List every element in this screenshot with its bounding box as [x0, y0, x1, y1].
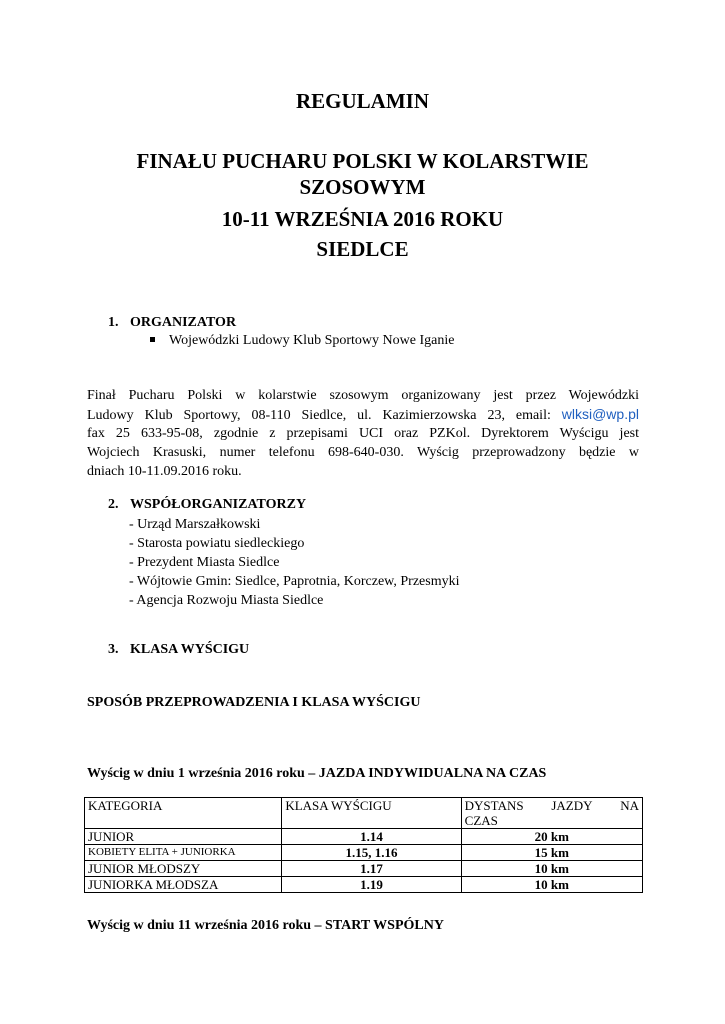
organizer-name: Wojewódzki Ludowy Klub Sportowy Nowe Iganie [169, 333, 455, 348]
header-class: KLASA WYŚCIGU [282, 798, 461, 829]
paragraph-line [87, 405, 639, 424]
list-item: - Agencja Rozwoju Miasta Siedlce [129, 593, 324, 608]
section-title: KLASA WYŚCIGU [130, 642, 250, 657]
table-row [85, 877, 643, 893]
cell-distance: 10 km [461, 861, 642, 877]
coorganizers-list [129, 515, 459, 610]
cell-category: KOBIETY ELITA + JUNIORKA [85, 845, 282, 861]
header-distance-word: CZAS [464, 813, 498, 828]
section-number: 3. [108, 642, 119, 657]
header-distance-word: DYSTANS [464, 798, 524, 813]
cell-category: JUNIORKA MŁODSZA [85, 877, 282, 893]
event-date: 10-11 WRZEŚNIA 2016 ROKU [221, 207, 504, 231]
cell-distance: 10 km [461, 877, 642, 893]
section-number: 1. [108, 315, 119, 330]
section-organizer-heading [108, 314, 236, 332]
cell-class: 1.17 [282, 861, 461, 877]
cell-class: 1.14 [282, 829, 461, 845]
section-race-class-heading [108, 641, 249, 659]
list-item: - Wójtowie Gmin: Siedlce, Paprotnia, Korczew, Przesmyki [129, 574, 460, 589]
section-title: WSPÓŁORGANIZATORZY [130, 497, 307, 512]
list-item: - Starosta powiatu siedleckiego [129, 536, 305, 551]
organizer-paragraph [87, 386, 639, 481]
cell-distance: 20 km [461, 829, 642, 845]
list-item: - Prezydent Miasta Siedlce [129, 555, 280, 570]
event-title-line2: SZOSOWYM [299, 175, 426, 199]
table-header-row [85, 798, 643, 829]
header-distance [461, 798, 642, 829]
cell-category: JUNIOR [85, 829, 282, 845]
list-item: - Urząd Marszałkowski [129, 517, 261, 532]
section-number: 2. [108, 497, 119, 512]
section-coorganizers-heading [108, 496, 306, 514]
cell-class: 1.19 [282, 877, 461, 893]
bullet-square-icon [150, 337, 155, 342]
table-row [85, 845, 643, 861]
table-row [85, 861, 643, 877]
table-row [85, 829, 643, 845]
paragraph-line: Finał Pucharu Polski w kolarstwie szosowym organizowany jest przez Wojewódzki [87, 388, 639, 403]
method-heading: SPOSÓB PRZEPROWADZENIA I KLASA WYŚCIGU [87, 695, 421, 710]
header-category: KATEGORIA [85, 798, 282, 829]
section-title: ORGANIZATOR [130, 315, 237, 330]
race2-heading: Wyścig w dniu 11 września 2016 roku – START WSPÓLNY [87, 918, 444, 933]
paragraph-text: Ludowy Klub Sportowy, 08-110 Siedlce, ul. Kazimierzowska 23, email: [87, 408, 551, 423]
document-title: REGULAMIN [295, 89, 429, 113]
paragraph-line: Wojciech Krasuski, numer telefonu 698-640-030. Wyścig przeprowadzony będzie w [87, 445, 639, 460]
organizer-bullet [150, 332, 454, 350]
event-location: SIEDLCE [316, 237, 409, 261]
cell-class: 1.15, 1.16 [282, 845, 461, 861]
paragraph-line: fax 25 633-95-08, zgodnie z przepisami UCI oraz PZKol. Dyrektorem Wyścigu jest [87, 426, 639, 441]
header-distance-word: NA [620, 798, 639, 813]
cell-category: JUNIOR MŁODSZY [85, 861, 282, 877]
paragraph-line: dniach 10-11.09.2016 roku. [87, 464, 242, 479]
header-distance-word: JAZDY [551, 798, 593, 813]
email-link[interactable]: wlksi@wp.pl [561, 406, 639, 422]
race-table [84, 797, 643, 893]
race1-heading: Wyścig w dniu 1 września 2016 roku – JAZDA INDYWIDUALNA NA CZAS [87, 766, 547, 781]
event-title-line1: FINAŁU PUCHARU POLSKI W KOLARSTWIE [136, 149, 589, 173]
cell-distance: 15 km [461, 845, 642, 861]
